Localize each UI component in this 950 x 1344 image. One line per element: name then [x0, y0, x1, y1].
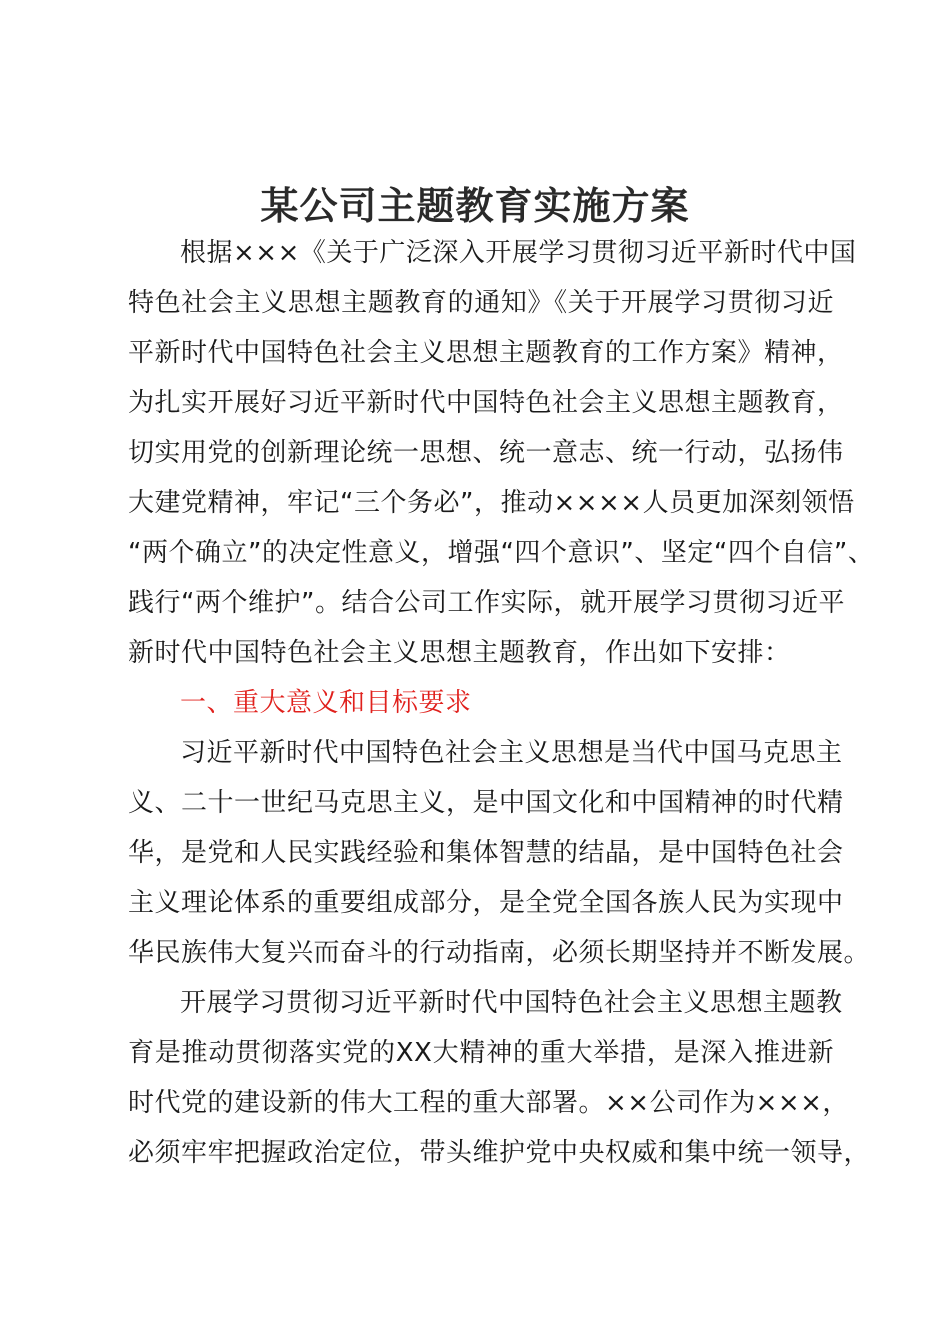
- paragraph-line: 践行“两个维护”。结合公司工作实际，就开展学习贯彻习近平: [128, 588, 845, 618]
- paragraph-line: 时代党的建设新的伟大工程的重大部署。××公司作为×××，: [128, 1088, 849, 1118]
- paragraph-line: 主义理论体系的重要组成部分，是全党全国各族人民为实现中: [128, 888, 844, 918]
- document-title: 某公司主题教育实施方案: [260, 184, 690, 228]
- paragraph-line: 根据×××《关于广泛深入开展学习贯彻习近平新时代中国: [180, 238, 857, 268]
- paragraph-line: 华民族伟大复兴而奋斗的行动指南，必须长期坚持并不断发展。: [128, 938, 871, 968]
- paragraph-line: 习近平新时代中国特色社会主义思想是当代中国马克思主: [180, 738, 843, 768]
- paragraph-line: 特色社会主义思想主题教育的通知》《关于开展学习贯彻习近: [128, 288, 834, 318]
- paragraph-line: 开展学习贯彻习近平新时代中国特色社会主义思想主题教: [180, 988, 843, 1018]
- paragraph-line: 必须牢牢把握政治定位，带头维护党中央权威和集中统一领导，: [128, 1138, 871, 1168]
- section-heading: 一、重大意义和目标要求: [180, 688, 472, 718]
- paragraph-line: 大建党精神，牢记“三个务必”，推动××××人员更加深刻领悟: [128, 488, 855, 518]
- paragraph-line: 平新时代中国特色社会主义思想主题教育的工作方案》精神，: [128, 338, 844, 368]
- paragraph-line: 为扎实开展好习近平新时代中国特色社会主义思想主题教育，: [128, 388, 844, 418]
- paragraph-line: 华，是党和人民实践经验和集体智慧的结晶，是中国特色社会: [128, 838, 844, 868]
- paragraph-line: 新时代中国特色社会主义思想主题教育，作出如下安排：: [128, 638, 791, 668]
- paragraph-line: 义、二十一世纪马克思主义，是中国文化和中国精神的时代精: [128, 788, 844, 818]
- paragraph-line: “两个确立”的决定性意义，增强“四个意识”、坚定“四个自信”、: [128, 538, 875, 568]
- paragraph-line: 育是推动贯彻落实党的XX大精神的重大举措，是深入推进新: [128, 1038, 834, 1068]
- paragraph-line: 切实用党的创新理论统一思想、统一意志、统一行动，弘扬伟: [128, 438, 844, 468]
